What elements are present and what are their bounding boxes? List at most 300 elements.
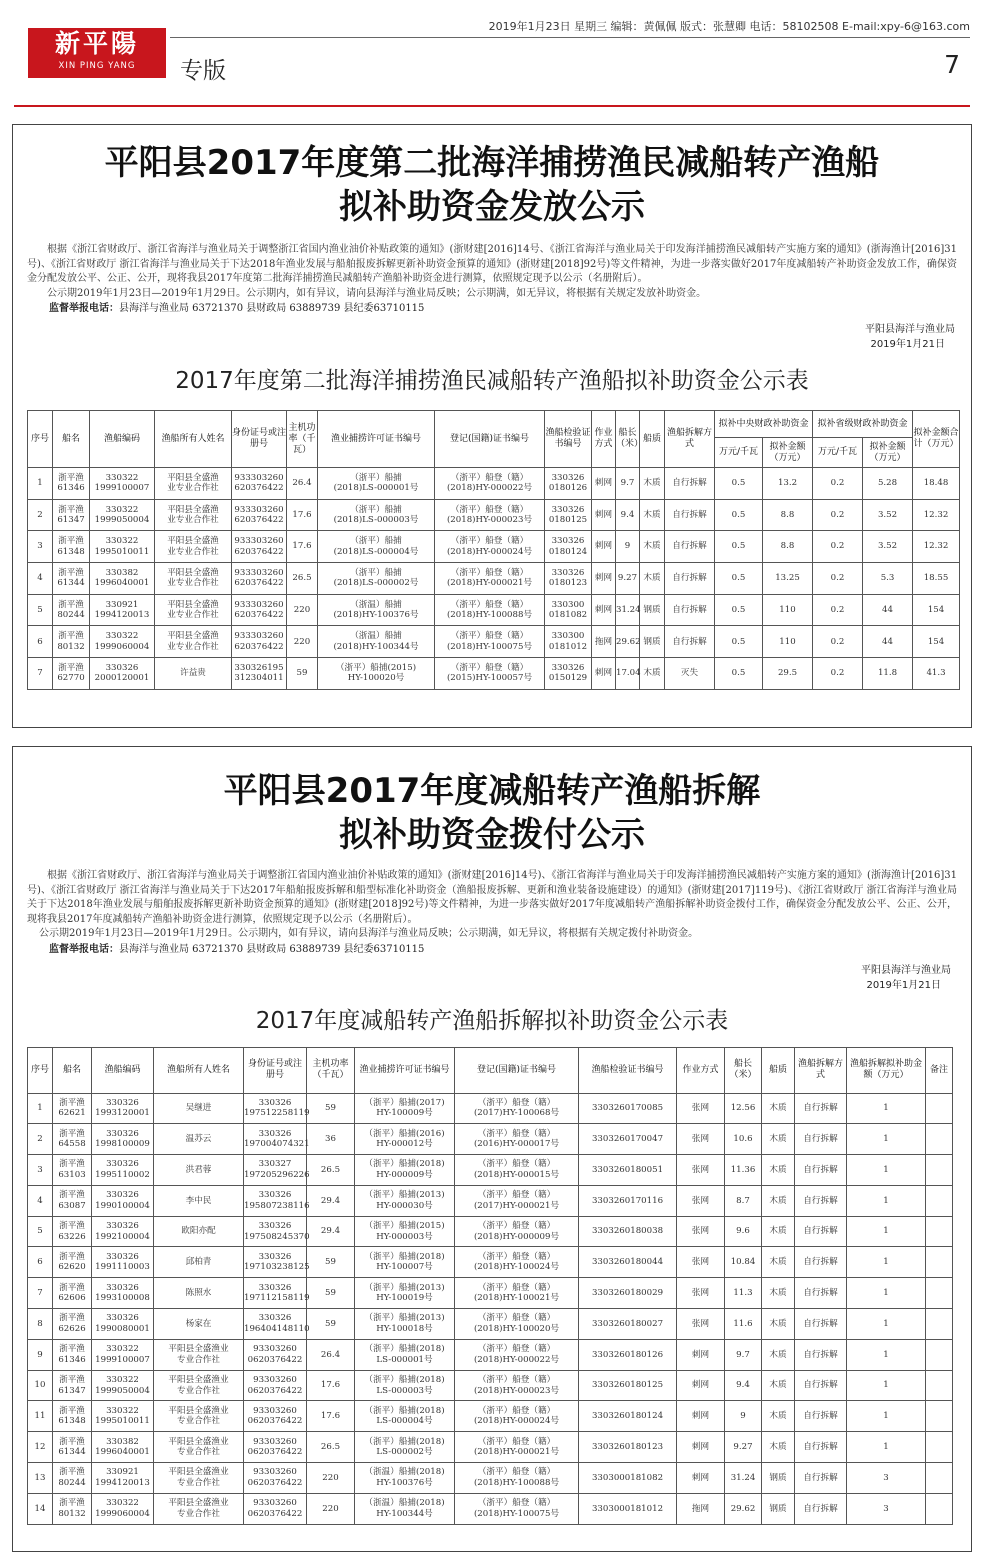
cell-material: 木质 <box>762 1401 795 1432</box>
cell-id: 93303260 0620376422 <box>244 1339 307 1370</box>
cell-code: 330322 1995010011 <box>92 1401 154 1432</box>
cell-amount: 1 <box>847 1247 926 1278</box>
cell-name: 浙平渔 63103 <box>53 1155 92 1186</box>
cell-power: 59 <box>307 1093 355 1124</box>
cell-c-amt: 29.5 <box>763 658 813 690</box>
th-license: 渔业捕捞许可证书编号 <box>355 1047 455 1093</box>
cell-total: 18.48 <box>913 468 960 500</box>
cell-name: 浙平渔 61347 <box>53 499 90 531</box>
cell-seq: 9 <box>28 1339 53 1370</box>
cell-reg: （浙平）船登（籍） (2018)HY-000015号 <box>455 1155 579 1186</box>
cell-power: 26.5 <box>307 1432 355 1463</box>
cell-reg: （浙平）船登（籍） (2018)HY-000022号 <box>435 468 545 500</box>
th-owner: 渔船所有人姓名 <box>155 411 232 468</box>
notice-second-batch <box>12 124 972 728</box>
cell-length: 9.27 <box>725 1432 762 1463</box>
cell-inspect: 330326 0180126 <box>545 468 592 500</box>
cell-owner: 平阳县全盛渔 业专业合作社 <box>155 468 232 500</box>
cell-power: 26.4 <box>307 1339 355 1370</box>
cell-seq: 4 <box>28 1185 53 1216</box>
cell-license: （浙平）船捕(2015) HY-000003号 <box>355 1216 455 1247</box>
cell-reg: （浙平）船登（籍） (2018)HY-100020号 <box>455 1309 579 1340</box>
table-row <box>28 468 960 500</box>
th-inspect: 渔船检验证书编号 <box>545 411 592 468</box>
notice1-title-line1: 平阳县2017年度第二批海洋捕捞渔民减船转产渔船 <box>104 143 880 183</box>
th-name: 船名 <box>53 1047 92 1093</box>
notice2-paragraph: 根据《浙江省财政厅、浙江省海洋与渔业局关于调整浙江省国内渔业油价补贴政策的通知》(浙财建[2016]14号)、《浙江省海洋与渔业局关于印发海洋捕捞渔民减船转产实施方案的通知》(浙海渔计[2016]31号)、《浙江省财政厅 浙江省海洋与渔业局关于下达2017年船舶报废拆解和船型标准化补助资金（渔船报废拆解、更新和渔业装备设施建设）的通知》(浙财建[2017]119号)、《浙江省财政厅 浙江省海洋与渔业局关于下达2018年渔业发展与船舶报废拆解更新补助资金预算的通知》(浙财建[2018]92号)等文件精神，为进一步落实做好2017年度减船转产渔船拆解补助资金拨付工作，确保资金分配发放公平、公正、公开，现将我县2017年度减船转产渔船补助资金进行测算，依照规定现予以公示（名册附后）。 <box>27 870 957 925</box>
cell-code: 330921 1994120013 <box>90 594 155 626</box>
cell-license: （浙平）船捕 (2018)LS-000001号 <box>318 468 435 500</box>
cell-material: 钢质 <box>762 1463 795 1494</box>
page-number: 7 <box>944 50 960 79</box>
masthead-red-rule <box>14 105 970 107</box>
cell-owner: 平阳县全盛渔 业专业合作社 <box>155 563 232 595</box>
cell-code: 330326 1990100004 <box>92 1185 154 1216</box>
th-name: 船名 <box>53 411 90 468</box>
cell-name: 浙平渔 80132 <box>53 1493 92 1524</box>
cell-note <box>926 1401 953 1432</box>
th-provincial-rate: 万元/千瓦 <box>813 438 863 468</box>
cell-seq: 6 <box>28 1247 53 1278</box>
cell-seq: 5 <box>28 594 53 626</box>
cell-amount: 3 <box>847 1493 926 1524</box>
cell-seq: 14 <box>28 1493 53 1524</box>
cell-license: （浙平）船捕(2017) HY-100009号 <box>355 1093 455 1124</box>
cell-seq: 12 <box>28 1432 53 1463</box>
cell-id: 330326 197004074321 <box>244 1124 307 1155</box>
cell-note <box>926 1370 953 1401</box>
cell-note <box>926 1247 953 1278</box>
table-row <box>28 1124 953 1155</box>
cell-id: 330326195 312304011 <box>232 658 287 690</box>
cell-c-rate: 0.5 <box>715 626 763 658</box>
cell-material: 木质 <box>640 563 665 595</box>
hotline-numbers: 县海洋与渔业局 63721370 县财政局 63889739 县纪委63710115 <box>119 943 425 955</box>
cell-note <box>926 1432 953 1463</box>
cell-license: （浙温）船捕 (2018)HY-100376号 <box>318 594 435 626</box>
cell-owner: 温苏云 <box>154 1124 244 1155</box>
hotline-label: 监督举报电话： <box>49 303 119 314</box>
cell-p-amt: 3.52 <box>863 499 913 531</box>
table-row <box>28 1370 953 1401</box>
cell-length: 9.4 <box>725 1370 762 1401</box>
cell-amount: 1 <box>847 1401 926 1432</box>
cell-total: 154 <box>913 594 960 626</box>
cell-dismantle: 自行拆解 <box>795 1370 847 1401</box>
cell-reg: （浙平）船登（籍） (2018)HY-000021号 <box>435 563 545 595</box>
cell-method: 刺网 <box>592 594 616 626</box>
cell-dismantle: 自行拆解 <box>665 468 715 500</box>
cell-amount: 1 <box>847 1216 926 1247</box>
cell-note <box>926 1185 953 1216</box>
cell-dismantle: 自行拆解 <box>795 1309 847 1340</box>
cell-note <box>926 1124 953 1155</box>
cell-reg: （浙平）船登（籍） (2018)HY-100075号 <box>455 1493 579 1524</box>
th-power: 主机功率（千瓦） <box>307 1047 355 1093</box>
cell-reg: （浙平）船登（籍） (2018)HY-100075号 <box>435 626 545 658</box>
cell-seq: 2 <box>28 1124 53 1155</box>
cell-id: 933303260 620376422 <box>232 563 287 595</box>
cell-length: 8.7 <box>725 1185 762 1216</box>
cell-seq: 7 <box>28 658 53 690</box>
cell-inspect: 3303260180126 <box>579 1339 677 1370</box>
cell-inspect: 3303000181082 <box>579 1463 677 1494</box>
cell-note <box>926 1463 953 1494</box>
cell-c-rate: 0.5 <box>715 468 763 500</box>
cell-p-amt: 11.8 <box>863 658 913 690</box>
table-row <box>28 626 960 658</box>
cell-amount: 1 <box>847 1278 926 1309</box>
cell-length: 31.24 <box>725 1463 762 1494</box>
cell-inspect: 3303260180123 <box>579 1432 677 1463</box>
cell-c-amt: 8.8 <box>763 531 813 563</box>
cell-id: 330326 197103238125 <box>244 1247 307 1278</box>
cell-p-rate: 0.2 <box>813 531 863 563</box>
cell-material: 木质 <box>762 1247 795 1278</box>
cell-code: 330326 1995110002 <box>92 1155 154 1186</box>
cell-owner: 许益贵 <box>155 658 232 690</box>
cell-p-rate: 0.2 <box>813 626 863 658</box>
th-power: 主机功率（千瓦） <box>287 411 318 468</box>
cell-id: 93303260 0620376422 <box>244 1370 307 1401</box>
cell-material: 钢质 <box>640 594 665 626</box>
cell-owner: 平阳县全盛渔业 专业合作社 <box>154 1370 244 1401</box>
th-central: 拟补中央财政补助资金 <box>715 411 813 438</box>
cell-c-rate: 0.5 <box>715 594 763 626</box>
cell-code: 330322 1999050004 <box>90 499 155 531</box>
cell-dismantle: 自行拆解 <box>795 1124 847 1155</box>
cell-license: （浙温）船捕 (2018)HY-100344号 <box>318 626 435 658</box>
cell-power: 17.6 <box>307 1370 355 1401</box>
cell-p-rate: 0.2 <box>813 563 863 595</box>
cell-material: 木质 <box>762 1216 795 1247</box>
cell-name: 浙平渔 61348 <box>53 1401 92 1432</box>
cell-material: 木质 <box>762 1309 795 1340</box>
cell-reg: （浙平）船登（籍） (2018)HY-000024号 <box>455 1401 579 1432</box>
cell-method: 张网 <box>677 1155 725 1186</box>
cell-note <box>926 1339 953 1370</box>
cell-length: 9 <box>725 1401 762 1432</box>
cell-inspect: 330300 0181012 <box>545 626 592 658</box>
cell-power: 59 <box>287 658 318 690</box>
cell-name: 浙平渔 62606 <box>53 1278 92 1309</box>
cell-material: 木质 <box>640 499 665 531</box>
cell-seq: 8 <box>28 1309 53 1340</box>
cell-id: 933303260 620376422 <box>232 468 287 500</box>
cell-power: 59 <box>307 1247 355 1278</box>
cell-name: 浙平渔 62626 <box>53 1309 92 1340</box>
notice-dismantle <box>12 746 972 1552</box>
cell-code: 330322 1999060004 <box>90 626 155 658</box>
cell-note <box>926 1309 953 1340</box>
cell-c-amt: 8.8 <box>763 499 813 531</box>
cell-method: 刺网 <box>592 563 616 595</box>
cell-total: 154 <box>913 626 960 658</box>
logo-pinyin: XIN PING YANG <box>58 61 136 71</box>
issue-info: 2019年1月23日 星期三 编辑：黄佩佩 版式：张慧卿 电话：58102508 E-mail:xpy-6@163.com <box>488 20 970 33</box>
cell-reg: （浙平）船登（籍） (2018)HY-000024号 <box>435 531 545 563</box>
cell-license: （浙平）船捕(2018) LS-000004号 <box>355 1401 455 1432</box>
cell-c-rate: 0.5 <box>715 499 763 531</box>
cell-name: 浙平渔 61346 <box>53 1339 92 1370</box>
cell-dismantle: 自行拆解 <box>665 626 715 658</box>
cell-power: 220 <box>287 626 318 658</box>
cell-inspect: 3303260180029 <box>579 1278 677 1309</box>
cell-owner: 洪君蓉 <box>154 1155 244 1186</box>
cell-inspect: 3303260180044 <box>579 1247 677 1278</box>
table-row <box>28 1463 953 1494</box>
cell-material: 木质 <box>640 658 665 690</box>
cell-inspect: 330326 0150129 <box>545 658 592 690</box>
cell-material: 木质 <box>762 1124 795 1155</box>
th-amount: 渔船拆解拟补助金额（万元） <box>847 1047 926 1093</box>
cell-power: 59 <box>307 1278 355 1309</box>
cell-power: 17.6 <box>287 531 318 563</box>
cell-note <box>926 1216 953 1247</box>
cell-reg: （浙平）船登（籍） (2017)HY-100068号 <box>455 1093 579 1124</box>
cell-license: （浙平）船捕(2016) HY-000012号 <box>355 1124 455 1155</box>
cell-length: 11.36 <box>725 1155 762 1186</box>
cell-owner: 平阳县全盛渔业 专业合作社 <box>154 1432 244 1463</box>
cell-owner: 陈照水 <box>154 1278 244 1309</box>
cell-code: 330326 2000120001 <box>90 658 155 690</box>
cell-material: 木质 <box>762 1370 795 1401</box>
cell-license: （浙平）船捕(2013) HY-100018号 <box>355 1309 455 1340</box>
notice1-title-line2: 拟补助资金发放公示 <box>339 187 645 227</box>
cell-length: 9.7 <box>616 468 640 500</box>
cell-code: 330322 1999100007 <box>90 468 155 500</box>
cell-code: 330326 1992100004 <box>92 1216 154 1247</box>
cell-seq: 7 <box>28 1278 53 1309</box>
th-method: 作业方式 <box>677 1047 725 1093</box>
cell-total: 12.32 <box>913 499 960 531</box>
cell-license: （浙平）船捕(2018) LS-000001号 <box>355 1339 455 1370</box>
cell-license: （浙平）船捕(2018) LS-000003号 <box>355 1370 455 1401</box>
table-row <box>28 563 960 595</box>
cell-power: 36 <box>307 1124 355 1155</box>
table-row <box>28 658 960 690</box>
cell-reg: （浙平）船登（籍） (2018)HY-000021号 <box>455 1432 579 1463</box>
cell-inspect: 3303260180051 <box>579 1155 677 1186</box>
table-row <box>28 531 960 563</box>
cell-c-rate: 0.5 <box>715 531 763 563</box>
cell-id: 93303260 0620376422 <box>244 1463 307 1494</box>
notice1-table-body <box>28 468 960 690</box>
cell-material: 木质 <box>640 531 665 563</box>
cell-name: 浙平渔 64558 <box>53 1124 92 1155</box>
cell-p-rate: 0.2 <box>813 658 863 690</box>
th-dismantle: 渔船拆解方式 <box>665 411 715 468</box>
cell-reg: （浙平）船登（籍） (2015)HY-100057号 <box>435 658 545 690</box>
notice2-title-line1: 平阳县2017年度减船转产渔船拆解 <box>223 771 761 811</box>
cell-seq: 1 <box>28 1093 53 1124</box>
th-reg: 登记(国籍)证书编号 <box>435 411 545 468</box>
th-inspect: 渔船检验证书编号 <box>579 1047 677 1093</box>
cell-reg: （浙平）船登（籍） (2018)HY-100021号 <box>455 1278 579 1309</box>
cell-id: 93303260 0620376422 <box>244 1401 307 1432</box>
cell-id: 330327 197205296226 <box>244 1155 307 1186</box>
th-code: 渔船编码 <box>92 1047 154 1093</box>
cell-p-amt: 5.28 <box>863 468 913 500</box>
cell-length: 10.84 <box>725 1247 762 1278</box>
cell-reg: （浙平）船登（籍） (2016)HY-000017号 <box>455 1124 579 1155</box>
cell-method: 张网 <box>677 1247 725 1278</box>
cell-name: 浙平渔 61348 <box>53 531 90 563</box>
cell-owner: 平阳县全盛渔业 专业合作社 <box>154 1401 244 1432</box>
cell-inspect: 330326 0180123 <box>545 563 592 595</box>
cell-power: 17.6 <box>307 1401 355 1432</box>
th-material: 船质 <box>640 411 665 468</box>
cell-id: 933303260 620376422 <box>232 626 287 658</box>
cell-method: 拖网 <box>677 1493 725 1524</box>
cell-seq: 13 <box>28 1463 53 1494</box>
cell-owner: 平阳县全盛渔业 专业合作社 <box>154 1339 244 1370</box>
notice1-hotline <box>27 301 957 316</box>
cell-license: （浙平）船捕(2018) HY-000009号 <box>355 1155 455 1186</box>
cell-dismantle: 自行拆解 <box>665 499 715 531</box>
th-total: 拟补金额合计（万元） <box>913 411 960 468</box>
cell-c-amt: 110 <box>763 626 813 658</box>
cell-material: 木质 <box>762 1432 795 1463</box>
cell-amount: 1 <box>847 1432 926 1463</box>
cell-material: 木质 <box>762 1093 795 1124</box>
cell-code: 330921 1994120013 <box>92 1463 154 1494</box>
cell-method: 刺网 <box>677 1401 725 1432</box>
cell-reg: （浙平）船登（籍） (2018)HY-000022号 <box>455 1339 579 1370</box>
cell-method: 刺网 <box>592 531 616 563</box>
cell-dismantle: 自行拆解 <box>795 1185 847 1216</box>
th-seq: 序号 <box>28 1047 53 1093</box>
cell-id: 330326 196404148110 <box>244 1309 307 1340</box>
cell-code: 330382 1996040001 <box>90 563 155 595</box>
cell-seq: 10 <box>28 1370 53 1401</box>
cell-reg: （浙平）船登（籍） (2018)HY-100024号 <box>455 1247 579 1278</box>
cell-total: 18.55 <box>913 563 960 595</box>
cell-length: 31.24 <box>616 594 640 626</box>
cell-reg: （浙平）船登（籍） (2018)HY-100088号 <box>435 594 545 626</box>
cell-inspect: 3303260180027 <box>579 1309 677 1340</box>
cell-length: 12.56 <box>725 1093 762 1124</box>
cell-dismantle: 自行拆解 <box>795 1247 847 1278</box>
th-code: 渔船编码 <box>90 411 155 468</box>
notice1-paragraph: 根据《浙江省财政厅、浙江省海洋与渔业局关于调整浙江省国内渔业油价补贴政策的通知》(浙财建[2016]14号、《浙江省海洋与渔业局关于印发海洋捕捞渔民减船转产实施方案的通知》(浙海渔计[2016]31号)、《浙江省财政厅 浙江省海洋与渔业局关于下达2018年渔业发展与船舶报废拆解更新补助资金预算的通知》(浙财建[2018]92号)等文件精神，为进一步落实做好2017年度减船转产补助资金发放工作，确保资金分配发放公平、公正、公开，现将我县2017年度第二批海洋捕捞渔民减船转产渔船补助资金进行测算，依照规定现予以公示（名册附后）。 <box>27 244 957 284</box>
cell-length: 11.3 <box>725 1278 762 1309</box>
cell-inspect: 3303260180125 <box>579 1370 677 1401</box>
cell-license: （浙温）船捕(2018) HY-100376号 <box>355 1463 455 1494</box>
table-row <box>28 1339 953 1370</box>
cell-method: 张网 <box>677 1185 725 1216</box>
cell-method: 刺网 <box>677 1370 725 1401</box>
cell-license: （浙平）船捕(2018) LS-000002号 <box>355 1432 455 1463</box>
cell-name: 浙平渔 80244 <box>53 1463 92 1494</box>
cell-license: （浙平）船捕(2015) HY-100020号 <box>318 658 435 690</box>
cell-amount: 1 <box>847 1185 926 1216</box>
cell-name: 浙平渔 80132 <box>53 626 90 658</box>
cell-length: 17.04 <box>616 658 640 690</box>
cell-name: 浙平渔 62770 <box>53 658 90 690</box>
cell-reg: （浙平）船登（籍） (2018)HY-000023号 <box>435 499 545 531</box>
cell-name: 浙平渔 61344 <box>53 1432 92 1463</box>
cell-seq: 1 <box>28 468 53 500</box>
cell-p-rate: 0.2 <box>813 499 863 531</box>
th-owner: 渔船所有人姓名 <box>154 1047 244 1093</box>
cell-dismantle: 自行拆解 <box>795 1339 847 1370</box>
cell-owner: 杨家在 <box>154 1309 244 1340</box>
cell-method: 拖网 <box>592 626 616 658</box>
cell-dismantle: 自行拆解 <box>795 1493 847 1524</box>
th-note: 备注 <box>926 1047 953 1093</box>
cell-length: 9.7 <box>725 1339 762 1370</box>
cell-method: 张网 <box>677 1278 725 1309</box>
cell-length: 11.6 <box>725 1309 762 1340</box>
hotline-label: 监督举报电话： <box>49 943 119 955</box>
cell-note <box>926 1093 953 1124</box>
table-row <box>28 1401 953 1432</box>
cell-method: 刺网 <box>592 468 616 500</box>
cell-p-amt: 5.3 <box>863 563 913 595</box>
cell-code: 330322 1995010011 <box>90 531 155 563</box>
cell-power: 29.4 <box>307 1216 355 1247</box>
cell-method: 刺网 <box>677 1432 725 1463</box>
cell-reg: （浙平）船登（籍） (2018)HY-000023号 <box>455 1370 579 1401</box>
th-license: 渔业捕捞许可证书编号 <box>318 411 435 468</box>
cell-amount: 1 <box>847 1309 926 1340</box>
th-length: 船长（米） <box>725 1047 762 1093</box>
table-row <box>28 1309 953 1340</box>
cell-p-amt: 3.52 <box>863 531 913 563</box>
cell-p-rate: 0.2 <box>813 468 863 500</box>
cell-dismantle: 自行拆解 <box>795 1278 847 1309</box>
cell-id: 330326 197512258119 <box>244 1093 307 1124</box>
cell-name: 浙平渔 61347 <box>53 1370 92 1401</box>
cell-license: （浙平）船捕 (2018)LS-000003号 <box>318 499 435 531</box>
cell-length: 10.6 <box>725 1124 762 1155</box>
table-row <box>28 1185 953 1216</box>
cell-method: 张网 <box>677 1309 725 1340</box>
cell-power: 26.5 <box>287 563 318 595</box>
cell-dismantle: 自行拆解 <box>795 1432 847 1463</box>
cell-id: 93303260 0620376422 <box>244 1493 307 1524</box>
cell-amount: 1 <box>847 1093 926 1124</box>
notice2-table-body <box>28 1093 953 1524</box>
cell-inspect: 3303000181012 <box>579 1493 677 1524</box>
th-reg: 登记(国籍)证书编号 <box>455 1047 579 1093</box>
cell-seq: 6 <box>28 626 53 658</box>
cell-material: 木质 <box>762 1185 795 1216</box>
cell-dismantle: 自行拆解 <box>665 594 715 626</box>
cell-power: 220 <box>287 594 318 626</box>
cell-length: 9 <box>616 531 640 563</box>
th-id: 身份证号或注册号 <box>244 1047 307 1093</box>
cell-reg: （浙平）船登（籍） (2018)HY-000009号 <box>455 1216 579 1247</box>
cell-length: 9.27 <box>616 563 640 595</box>
table-row <box>28 1247 953 1278</box>
cell-id: 933303260 620376422 <box>232 531 287 563</box>
cell-power: 26.5 <box>307 1155 355 1186</box>
table-row <box>28 1278 953 1309</box>
cell-name: 浙平渔 63087 <box>53 1185 92 1216</box>
cell-method: 张网 <box>677 1093 725 1124</box>
cell-owner: 吴继进 <box>154 1093 244 1124</box>
cell-power: 59 <box>307 1309 355 1340</box>
table-row <box>28 594 960 626</box>
th-material: 船质 <box>762 1047 795 1093</box>
cell-material: 木质 <box>640 468 665 500</box>
cell-p-amt: 44 <box>863 626 913 658</box>
notice1-issuer: 平阳县海洋与渔业局 <box>865 324 955 335</box>
cell-note <box>926 1493 953 1524</box>
th-dismantle: 渔船拆解方式 <box>795 1047 847 1093</box>
